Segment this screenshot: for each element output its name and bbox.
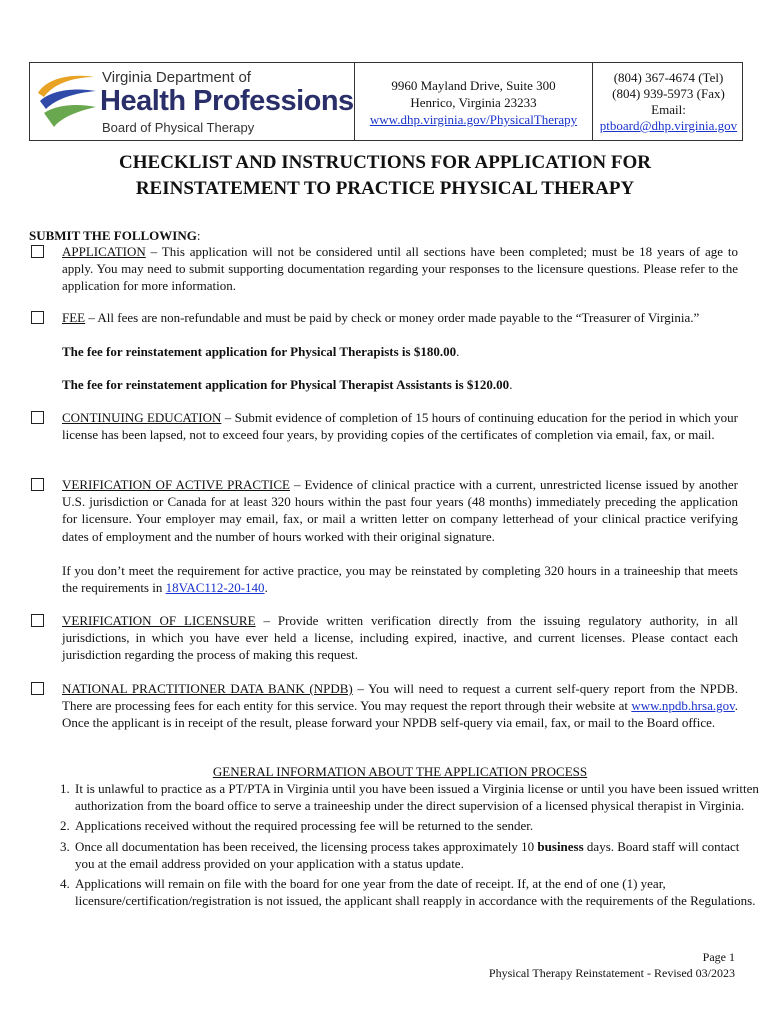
general-item-3b: business xyxy=(537,838,584,854)
page-number: Page 1 xyxy=(702,950,735,964)
address-line-2: Henrico, Virginia 23233 xyxy=(410,95,537,110)
contact-block xyxy=(593,63,744,140)
npdb-label: NATIONAL PRACTITIONER DATA BANK (NPDB) xyxy=(62,681,353,696)
vap-note-text: If you don’t meet the requirement for active practice, you may be reinstated by completing 320 hours in a traineeship that meets the requirements in xyxy=(62,563,738,596)
pt-fee-text: The fee for reinstatement application for Physical Therapists is $180.00 xyxy=(62,344,457,359)
vol-item xyxy=(62,612,738,664)
fee-checkbox[interactable] xyxy=(31,311,44,324)
submit-heading xyxy=(29,227,329,244)
general-heading xyxy=(0,763,770,780)
regulation-link[interactable]: 18VAC112-20-140 xyxy=(165,580,265,596)
vol-label: VERIFICATION OF LICENSURE xyxy=(62,613,256,628)
npdb-text-1: – You will need to request a current self-query report from the NPDB. There are processing fees for each entity for this service. You may request the report through their website at xyxy=(62,681,738,714)
npdb-link[interactable]: www.npdb.hrsa.gov xyxy=(631,698,735,714)
phone-fax: (804) 939-5973 (Fax) xyxy=(612,86,725,101)
npdb-text-2: . Once the applicant is in receipt of the result, please forward your NPDB self-query via email, fax, or mail to the Board office. xyxy=(62,698,738,731)
general-item-2: Applications received without the required processing fee will be returned to the sender. xyxy=(75,818,534,834)
general-item-3a: Once all documentation has been received, the licensing process takes approximately 10 xyxy=(75,838,538,854)
vol-text: – Provide written verification directly from the issuing regulatory authority, in all jurisdictions, in which you have ever held a license, including expired, inactive, and current licenses. Please contact each jurisdiction regarding the process of making this request. xyxy=(62,613,739,663)
title-line-2: REINSTATEMENT TO PRACTICE PHYSICAL THERAPY xyxy=(135,178,635,199)
title-line-1: CHECKLIST AND INSTRUCTIONS FOR APPLICATION FOR xyxy=(119,152,651,173)
pt-fee xyxy=(62,343,738,360)
email-link[interactable]: ptboard@dhp.virginia.gov xyxy=(599,118,738,133)
page-title xyxy=(0,150,770,202)
application-item xyxy=(62,243,738,295)
phone-tel: (804) 367-4674 (Tel) xyxy=(613,70,724,85)
general-item-1: It is unlawful to practice as a PT/PTA in Virginia until you have been issued a Virginia license or until you have been issued written authorization from the board office to serve a traineeship under the direct supervision of a licensed physical therapist in Virginia. xyxy=(75,781,759,814)
fee-text: – All fees are non-refundable and must be paid by check or money order made payable to the “Treasurer of Virginia.” xyxy=(85,310,700,325)
fee-item xyxy=(62,309,738,326)
letterhead xyxy=(29,62,743,141)
npdb-checkbox[interactable] xyxy=(31,682,44,695)
submit-heading-text: SUBMIT THE FOLLOWING xyxy=(29,228,197,243)
application-text: – This application will not be considered until all sections have been completed; must be 18 years of age to apply. You may need to submit supporting documentation regarding your responses to the licensure questions. Please refer to the application for more information. xyxy=(62,244,738,294)
vap-note-period: . xyxy=(264,580,268,596)
npdb-item xyxy=(62,680,738,732)
address-line-1: 9960 Mayland Drive, Suite 300 xyxy=(391,78,556,93)
website-link[interactable]: www.dhp.virginia.gov/PhysicalTherapy xyxy=(369,112,578,127)
application-checkbox[interactable] xyxy=(31,245,44,258)
pta-fee xyxy=(62,376,738,393)
logo-line-2: Health Professions xyxy=(100,85,354,117)
revision-note: Physical Therapy Reinstatement - Revised 03/2023 xyxy=(488,966,735,980)
email-label: Email: xyxy=(651,102,686,117)
pt-fee-period: . xyxy=(456,344,460,359)
vap-text: – Evidence of clinical practice with a current, unrestricted license issued by another U.S. jurisdiction or Canada for at least 320 hours within the past four years (48 months) immediately preceding the application for licensure. Your employer may email, fax, or mail a written letter on company letterhead of your clinical practice verifying dates of employment and the number of hours worked with their original signature. xyxy=(62,477,738,544)
vap-item xyxy=(62,476,738,545)
ce-text: – Submit evidence of completion of 15 hours of continuing education for the period in which your license has been lapsed, not to exceed four years, by providing copies of the certificates of completion via email, fax, or mail. xyxy=(62,410,738,443)
ce-label: CONTINUING EDUCATION xyxy=(62,410,222,425)
general-info-list xyxy=(49,780,761,912)
application-label: APPLICATION xyxy=(62,244,146,259)
vap-label: VERIFICATION OF ACTIVE PRACTICE xyxy=(62,477,290,492)
vol-checkbox[interactable] xyxy=(31,614,44,627)
list-item xyxy=(73,780,761,814)
general-item-3c: days. Board staff will contact you at the email address provided on your application with a status update. xyxy=(75,838,740,871)
ce-checkbox[interactable] xyxy=(31,411,44,424)
fee-label: FEE xyxy=(62,310,86,325)
logo-line-1: Virginia Department of xyxy=(102,69,251,86)
pta-fee-text: The fee for reinstatement application for Physical Therapist Assistants is $120.00 xyxy=(62,377,510,392)
pta-fee-period: . xyxy=(509,377,513,392)
dhp-swoosh-icon xyxy=(36,71,98,133)
logo-line-3: Board of Physical Therapy xyxy=(102,120,255,135)
address-block xyxy=(355,63,593,140)
submit-heading-colon: : xyxy=(196,228,201,243)
list-item xyxy=(73,817,761,834)
vap-checkbox[interactable] xyxy=(31,478,44,491)
general-heading-text: GENERAL INFORMATION ABOUT THE APPLICATION PROCESS xyxy=(212,764,588,779)
list-item xyxy=(73,875,761,909)
vap-note xyxy=(62,562,738,596)
ce-item xyxy=(62,409,738,443)
agency-logo xyxy=(30,63,355,140)
list-item xyxy=(73,838,761,872)
general-item-4: Applications will remain on file with the board for one year from the date of receipt. If, at the end of one (1) year, licensure/certification/registration is not issued, the applicant shall reapply in accordance with the requirements of the Regulations. xyxy=(75,876,756,909)
